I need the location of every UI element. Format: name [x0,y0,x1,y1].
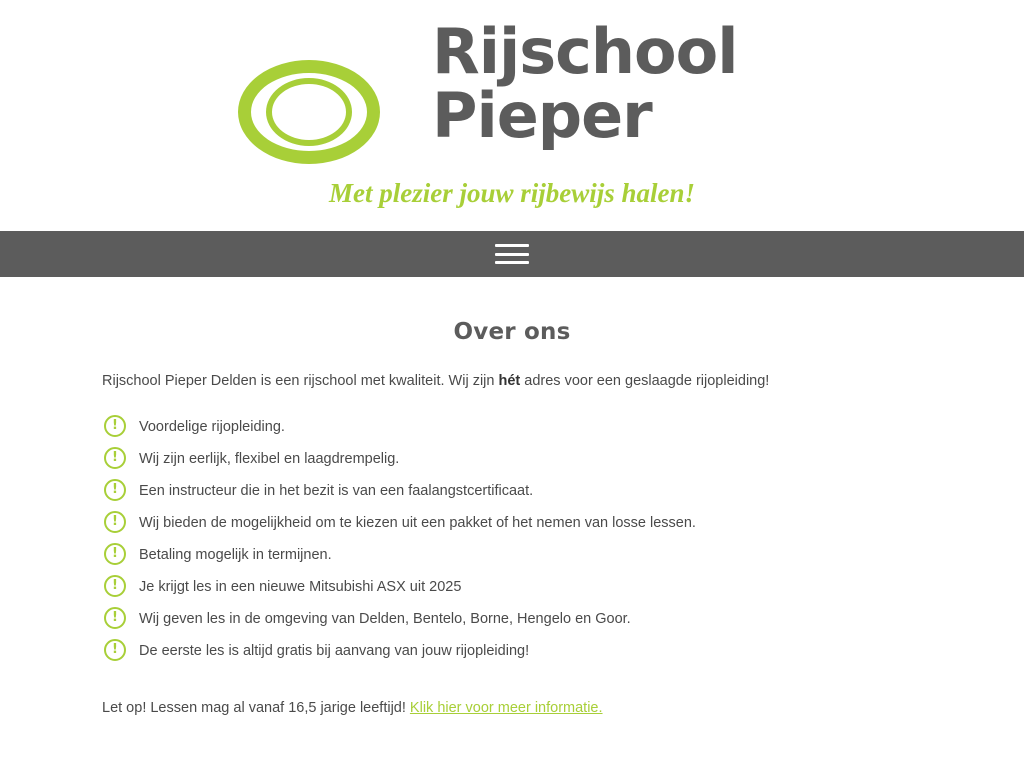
logo-line-2: Pieper [432,79,652,152]
exclamation-circle-icon: ! [104,511,126,533]
list-item [102,641,922,673]
exclamation-circle-icon: ! [104,543,126,565]
features-list [102,417,922,673]
exclamation-circle-icon: ! [104,575,126,597]
logo-wordmark [432,15,738,152]
list-item [102,513,922,545]
list-item-label: Voordelige rijopleiding. [139,418,285,435]
list-item-label: Wij geven les in de omgeving van Delden, Bentelo, Borne, Hengelo en Goor. [139,610,631,627]
site-header [0,0,1024,231]
list-item [102,481,922,513]
exclamation-circle-icon: ! [104,447,126,469]
exclamation-circle-icon: ! [104,639,126,661]
site-logo[interactable] [182,14,842,184]
age-note [102,700,922,716]
main-content [0,319,1024,716]
list-item-label: Een instructeur die in het bezit is van een faalangstcertificaat. [139,482,534,499]
exclamation-circle-icon: ! [104,479,126,501]
main-navigation-bar [0,231,1024,277]
logo-mark-letter: P [288,79,330,145]
list-item [102,577,922,609]
pieper-p-logo-icon [238,60,380,164]
list-item [102,609,922,641]
intro-text-after: adres voor een geslaagde rijopleiding! [520,373,770,389]
hamburger-menu-icon[interactable] [495,241,529,267]
list-item-label: Wij zijn eerlijk, flexibel en laagdrempelig. [139,450,400,467]
intro-emphasis: hét [498,373,521,389]
list-item-label: Je krijgt les in een nieuwe Mitsubishi ASX uit 2025 [139,578,462,595]
more-info-link[interactable]: Klik hier voor meer informatie. [409,699,603,716]
list-item-label: De eerste les is altijd gratis bij aanvang van jouw rijopleiding! [139,642,530,659]
logo-line-1: Rijschool [432,15,738,88]
page-title: Over ons [453,319,571,345]
list-item-label: Wij bieden de mogelijkheid om te kiezen uit een pakket of het nemen van losse lessen. [139,514,696,531]
list-item-label: Betaling mogelijk in termijnen. [139,546,332,563]
age-note-text: Let op! Lessen mag al vanaf 16,5 jarige leeftijd! [102,699,410,716]
intro-text-before: Rijschool Pieper Delden is een rijschool met kwaliteit. Wij zijn [102,373,499,389]
exclamation-circle-icon: ! [104,607,126,629]
intro-paragraph [102,371,922,393]
exclamation-circle-icon: ! [104,415,126,437]
list-item [102,545,922,577]
site-tagline: Met plezier jouw rijbewijs halen! [328,178,696,208]
list-item [102,449,922,481]
list-item [102,417,922,449]
